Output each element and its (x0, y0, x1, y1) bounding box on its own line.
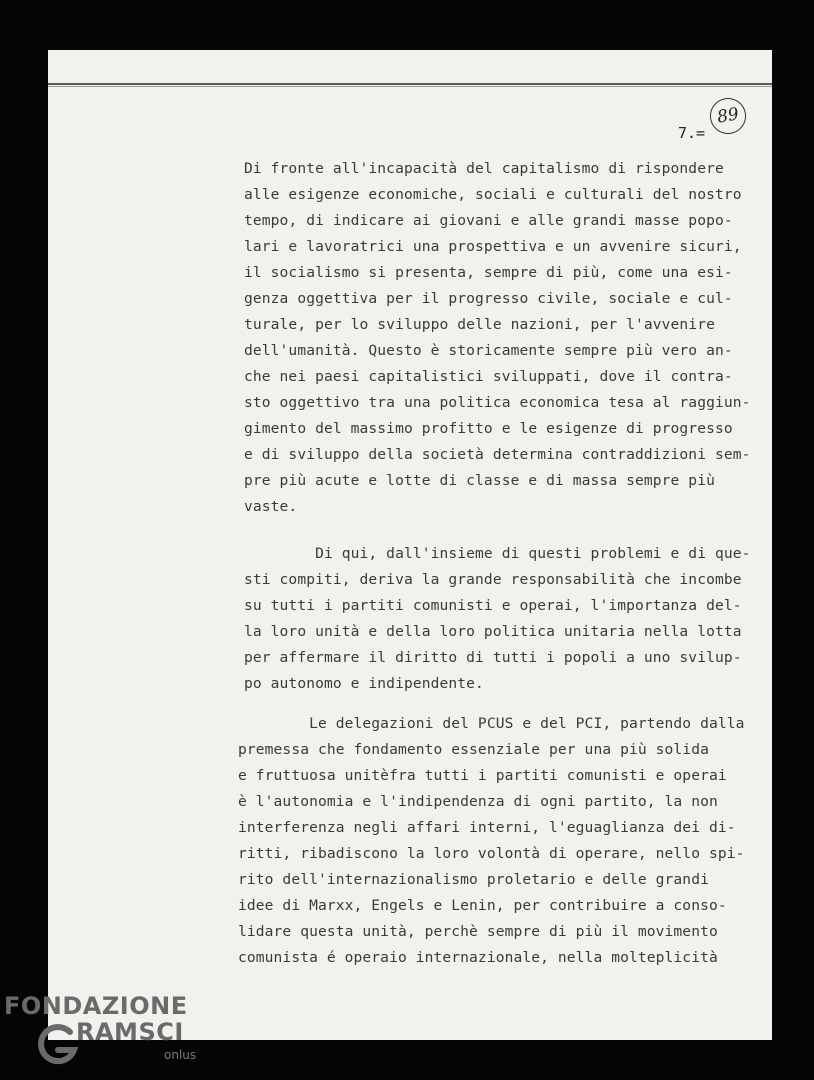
watermark-line1: FONDAZIONE (4, 992, 188, 1020)
text-line: comunista é operaio internazionale, nella molteplicità (238, 949, 718, 966)
paragraph-1 (244, 156, 751, 520)
archive-stamp (707, 95, 749, 137)
text-line: e fruttuosa unitèfra tutti i partiti comunisti e operai (238, 767, 727, 784)
paragraph-3 (238, 711, 745, 971)
text-line: pre più acute e lotte di classe e di massa sempre più (244, 472, 715, 489)
text-line: Di qui, dall'insieme di questi problemi e di que- (244, 545, 751, 562)
fondazione-gramsci-watermark (4, 992, 204, 1076)
header-rule (48, 83, 772, 85)
text-line: e di sviluppo della società determina contraddizioni sem- (244, 446, 751, 463)
text-line: su tutti i partiti comunisti e operai, l'importanza del- (244, 597, 742, 614)
text-line: genza oggettiva per il progresso civile, sociale e cul- (244, 290, 733, 307)
text-line: Le delegazioni del PCUS e del PCI, partendo dalla (238, 715, 745, 732)
page-number: 7.= (678, 124, 706, 142)
text-line: il socialismo si presenta, sempre di più, come una esi- (244, 264, 733, 281)
archive-stamp-number: 89 (715, 104, 741, 128)
text-line: ritti, ribadiscono la loro volontà di operare, nello spi- (238, 845, 745, 862)
text-line: sto oggettivo tra una politica economica tesa al raggiun- (244, 394, 751, 411)
header-rule-secondary (48, 86, 772, 87)
text-line: è l'autonomia e l'indipendenza di ogni partito, la non (238, 793, 718, 810)
text-line: lidare questa unità, perchè sempre di più il movimento (238, 923, 718, 940)
text-line: rito dell'internazionalismo proletario e delle grandi (238, 871, 709, 888)
text-line: premessa che fondamento essenziale per una più solida (238, 741, 709, 758)
text-line: per affermare il diritto di tutti i popoli a uno svilup- (244, 649, 742, 666)
text-line: idee di Marxx, Engels e Lenin, per contribuire a conso- (238, 897, 727, 914)
text-line: la loro unità e della loro politica unitaria nella lotta (244, 623, 742, 640)
text-line: vaste. (244, 498, 298, 515)
text-line: alle esigenze economiche, sociali e culturali del nostro (244, 186, 742, 203)
document-page (48, 50, 772, 1040)
text-line: gimento del massimo profitto e le esigenze di progresso (244, 420, 733, 437)
text-line: interferenza negli affari interni, l'eguaglianza dei di- (238, 819, 736, 836)
text-line: Di fronte all'incapacità del capitalismo di rispondere (244, 160, 724, 177)
text-line: po autonomo e indipendente. (244, 675, 484, 692)
watermark-line2: RAMSCI (76, 1018, 184, 1046)
text-line: sti compiti, deriva la grande responsabilità che incombe (244, 571, 742, 588)
paragraph-2 (244, 541, 751, 697)
watermark-suffix: onlus (164, 1048, 197, 1062)
gramsci-g-logo-icon (34, 1022, 80, 1068)
text-line: lari e lavoratrici una prospettiva e un avvenire sicuri, (244, 238, 742, 255)
text-line: che nei paesi capitalistici sviluppati, dove il contra- (244, 368, 733, 385)
text-line: dell'umanità. Questo è storicamente sempre più vero an- (244, 342, 733, 359)
text-line: turale, per lo sviluppo delle nazioni, per l'avvenire (244, 316, 715, 333)
text-line: tempo, di indicare ai giovani e alle grandi masse popo- (244, 212, 733, 229)
